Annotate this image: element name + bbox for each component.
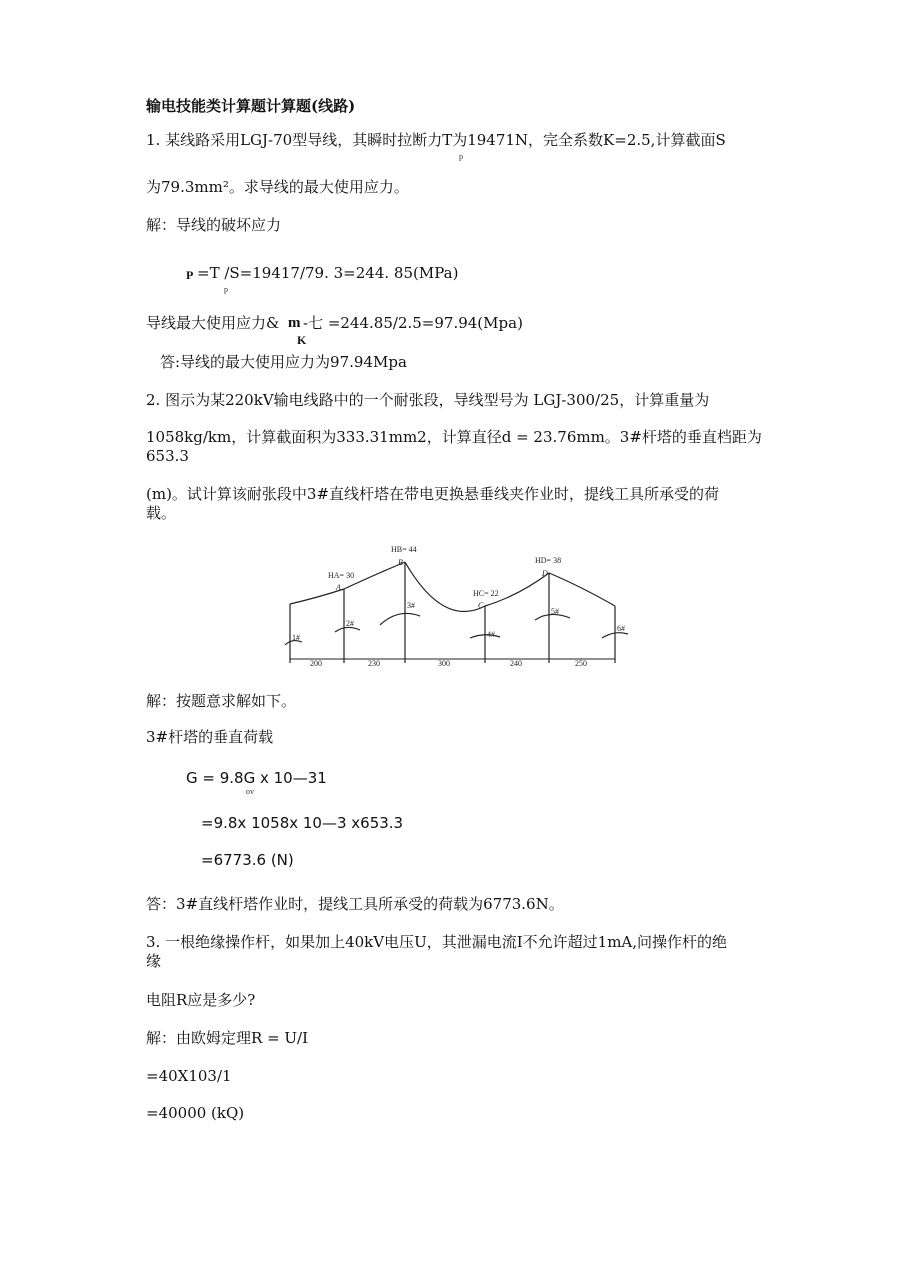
q2-eq1-subscript: ov bbox=[246, 787, 254, 796]
q2-solution-label: 解：按题意求解如下。 bbox=[146, 692, 297, 710]
q1-eq2-m: m bbox=[288, 315, 301, 331]
q3-text-line2: 缘 bbox=[146, 952, 162, 970]
conductor-span-3 bbox=[405, 562, 485, 612]
tower-label-6: 6# bbox=[617, 624, 625, 633]
q3-text-line5: =40X103/1 bbox=[146, 1067, 232, 1085]
q2-equation-1: G = 9.8G x 10—31 bbox=[186, 769, 327, 787]
tower-label-2: 2# bbox=[346, 619, 354, 628]
q1-text-line1: 1. 某线路采用LGJ-70型导线，其瞬时拉断力T为19471N，完全系数K=2.5,计算截面S bbox=[146, 131, 726, 149]
span-label-2: 230 bbox=[368, 659, 380, 668]
q2-text-line3: 653.3 bbox=[146, 447, 189, 465]
q1-answer: 答:导线的最大使用应力为97.94Mpa bbox=[160, 353, 407, 371]
q1-equation-1: =T /S=19417/79. 3=244. 85(MPa) bbox=[197, 264, 459, 282]
q1-solution-label: 解：导线的破坏应力 bbox=[146, 216, 282, 234]
q2-text-line1: 2. 图示为某220kV输电线路中的一个耐张段，导线型号为 LGJ-300/25，计算重量为 bbox=[146, 391, 710, 409]
height-label-c: HC= 22 bbox=[473, 589, 499, 598]
span-label-3: 300 bbox=[438, 659, 450, 668]
tower-label-5: 5# bbox=[551, 607, 559, 616]
point-label-a: A bbox=[336, 583, 341, 592]
span-label-1: 200 bbox=[310, 659, 322, 668]
conductor-span-5 bbox=[549, 573, 615, 606]
span-label-5: 250 bbox=[575, 659, 587, 668]
q3-text-line1: 3. 一根绝缘操作杆，如果加上40kV电压U，其泄漏电流I不允许超过1mA,问操作杆的绝 bbox=[146, 933, 728, 951]
point-label-b: B bbox=[398, 558, 403, 567]
q1-text-line2: 为79.3mm²。求导线的最大使用应力。 bbox=[146, 178, 409, 196]
document-title: 输电技能类计算题计算题(线路) bbox=[146, 97, 356, 115]
height-label-b: HB= 44 bbox=[391, 545, 417, 554]
q1-subscript-p: p bbox=[459, 152, 463, 161]
tower-label-4: 4# bbox=[487, 630, 495, 639]
q1-eq2-prefix: 导线最大使用应力& bbox=[146, 314, 280, 332]
q1-eq1-subscript: p bbox=[224, 285, 228, 294]
point-label-c: C bbox=[478, 601, 484, 610]
q2-text-line5: 载。 bbox=[146, 504, 177, 522]
q2-answer: 答：3#直线杆塔作业时，提线工具所承受的荷载为6773.6N。 bbox=[146, 895, 564, 913]
q2-equation-2: =9.8x 1058x 10—3 x653.3 bbox=[201, 814, 404, 832]
ground-3 bbox=[380, 613, 420, 625]
tension-section-diagram bbox=[280, 540, 640, 670]
q2-text-line2: 1058kg/km，计算截面积为333.31mm2，计算直径d = 23.76mm。3#杆塔的垂直档距为 bbox=[146, 428, 762, 446]
q2-text-line4: (m)。试计算该耐张段中3#直线杆塔在带电更换悬垂线夹作业时，提线工具所承受的荷 bbox=[146, 485, 720, 503]
q2-equation-3: =6773.6 (N) bbox=[201, 851, 294, 869]
tower-label-3: 3# bbox=[407, 601, 415, 610]
q2-subtitle: 3#杆塔的垂直荷载 bbox=[146, 728, 274, 746]
q1-eq2-k: K bbox=[297, 333, 307, 347]
q1-equation-2: -七 =244.85/2.5=97.94(Mpa) bbox=[303, 314, 523, 332]
q1-eq1-symbol: P bbox=[186, 268, 194, 282]
ground-2 bbox=[335, 627, 360, 632]
q3-text-line4: 解：由欧姆定理R = U/I bbox=[146, 1029, 309, 1047]
q3-text-line3: 电阻R应是多少? bbox=[146, 991, 256, 1009]
height-label-d: HD= 38 bbox=[535, 556, 562, 565]
point-label-d: D bbox=[542, 569, 548, 578]
height-label-a: HA= 30 bbox=[328, 571, 355, 580]
q3-text-line6: =40000 (kQ) bbox=[146, 1104, 245, 1122]
tower-label-1: 1# bbox=[292, 633, 300, 642]
span-label-4: 240 bbox=[510, 659, 522, 668]
